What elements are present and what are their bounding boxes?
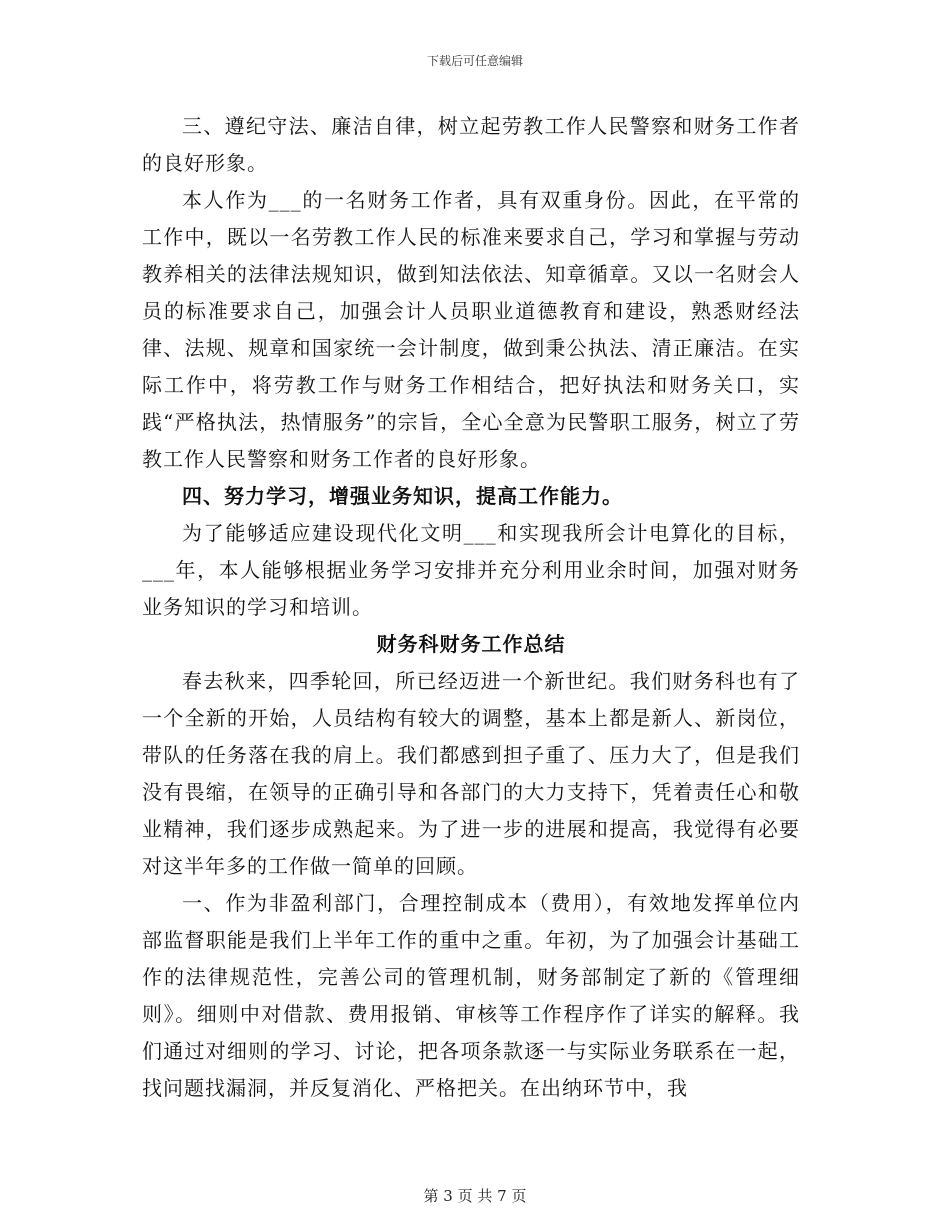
paragraph-study: 为了能够适应建设现代化文明___和实现我所会计电算化的目标，___年，本人能够根据业务学习安排并充分利用业余时间，加强对财务业务知识的学习和培训。: [142, 521, 800, 619]
paragraph-dual-identity: 本人作为___的一名财务工作者，具有双重身份。因此，在平常的工作中，既以一名劳教工作人民的标准来要求自己，学习和掌握与劳动教养相关的法律法规知识，做到知法依法、知章循章。又以一名财会人员的标准要求自己，加强会计人员职业道德教育和建设，熟悉财经法律、法规、规章和国家统一会计制度，做到秉公执法、清正廉洁。在实际工作中，将劳教工作与财务工作相结合，把好执法和财务关口，实践“严格执法，热情服务”的宗旨，全心全意为民警职工服务，树立了劳教工作人民警察和财务工作者的良好形象。: [142, 188, 800, 471]
document-body: [142, 108, 800, 1107]
heading-study: 四、努力学习，增强业务知识，提高工作能力。: [182, 484, 623, 508]
paragraph-discipline: 三、遵纪守法、廉洁自律，树立起劳教工作人民警察和财务工作者的良好形象。: [142, 114, 800, 175]
paragraph-cost-control: 一、作为非盈利部门，合理控制成本（费用），有效地发挥单位内部监督职能是我们上半年工作的重中之重。年初，为了加强会计基础工作的法律规范性，完善公司的管理机制，财务部制定了新的《管理细则》。细则中对借款、费用报销、审核等工作程序作了详实的解释。我们通过对细则的学习、讨论，把各项条款逐一与实际业务联系在一起，找问题找漏洞，并反复消化、严格把关。在出纳环节中，我: [142, 891, 800, 1100]
page-header: 下载后可任意编辑: [426, 54, 523, 68]
paragraph-intro: 春去秋来，四季轮回，所已经迈进一个新世纪。我们财务科也有了一个全新的开始，人员结构有较大的调整，基本上都是新人、新岗位，带队的任务落在我的肩上。我们都感到担子重了、压力大了，但是我们没有畏缩，在领导的正确引导和各部门的大力支持下，凭着责任心和敬业精神，我们逐步成熟起来。为了进一步的进展和提高，我觉得有必要对这半年多的工作做一简单的回顾。: [142, 669, 800, 878]
section-title: 财务科财务工作总结: [376, 632, 566, 656]
page-number: 第 3 页 共 7 页: [423, 1187, 527, 1205]
